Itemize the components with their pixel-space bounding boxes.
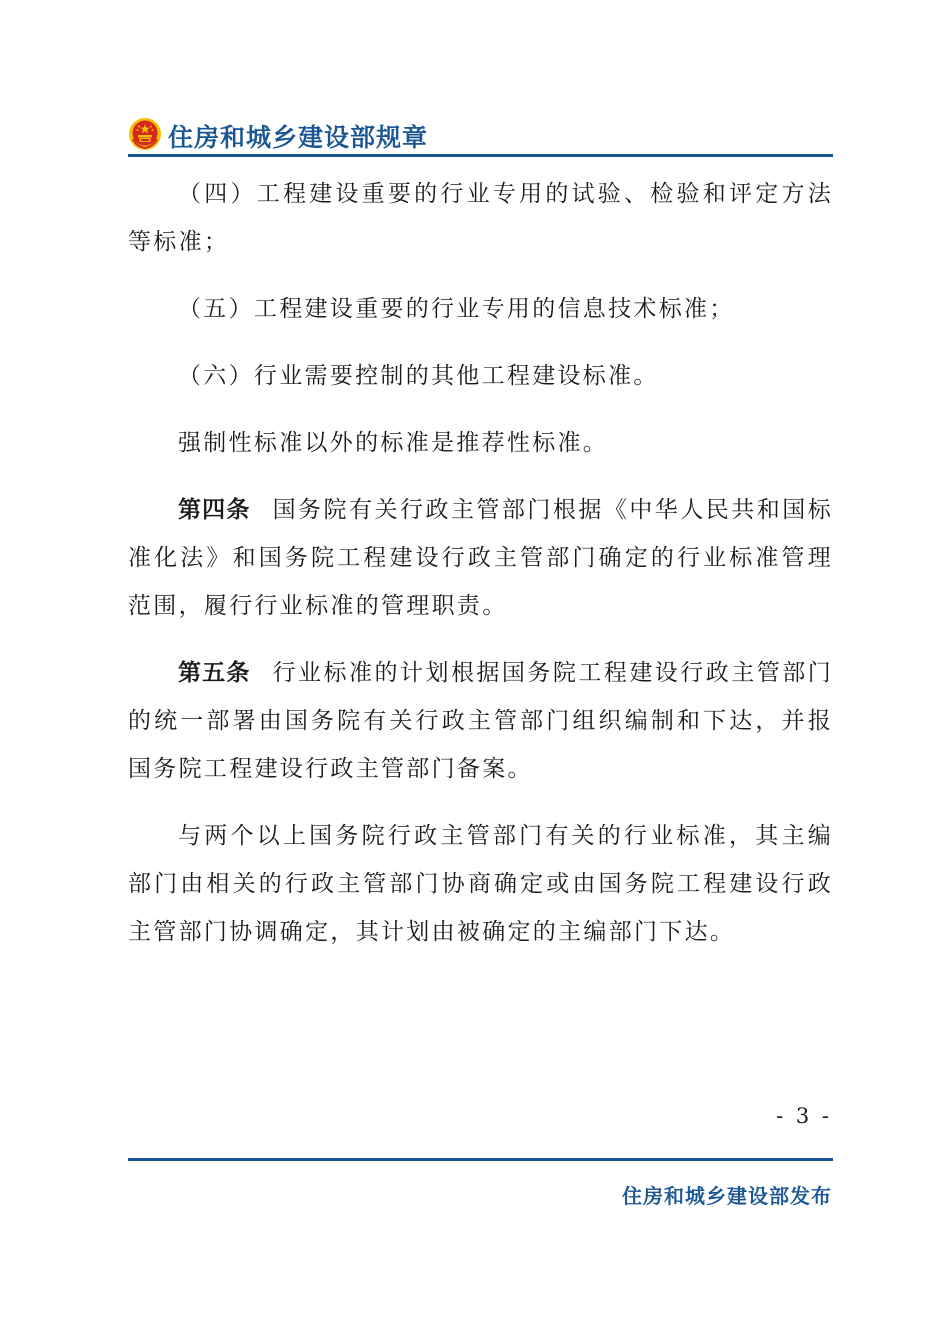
footer-publisher: 住房和城乡建设部发布 [622,1184,832,1208]
paragraph-item-4 [128,170,833,266]
paragraph-text: 强制性标准以外的标准是推荐性标准。 [178,430,609,456]
paragraph-item-5 [128,285,833,333]
paragraph-recommended-standards [128,419,833,467]
paragraph-text: （四）工程建设重要的行业专用的试验、检验和评定方法等标准； [128,181,833,255]
article-number: 第五条 [178,660,251,686]
document-body [128,170,833,975]
footer-divider [128,1158,833,1161]
paragraph-joint-standards [128,812,833,956]
header-divider [128,154,833,157]
article-4 [128,486,833,630]
article-5 [128,649,833,793]
article-text: 行业标准的计划根据国务院工程建设行政主管部门的统一部署由国务院有关行政主管部门组织编制和下达，并报国务院工程建设行政主管部门备案。 [128,660,834,782]
page-number: - 3 - [776,1104,832,1128]
article-text: 国务院有关行政主管部门根据《中华人民共和国标准化法》和国务院工程建设行政主管部门确定的行业标准管理范围，履行行业标准的管理职责。 [128,497,834,619]
header-title: 住房和城乡建设部规章 [168,123,429,152]
paragraph-text: （五）工程建设重要的行业专用的信息技术标准； [178,296,735,322]
page-header [128,114,833,154]
paragraph-item-6 [128,352,833,400]
article-number: 第四条 [178,497,251,523]
national-emblem-icon [128,117,162,151]
paragraph-text: 与两个以上国务院行政主管部门有关的行业标准，其主编部门由相关的行政主管部门协商确定或由国务院工程建设行政主管部门协调确定，其计划由被确定的主编部门下达。 [128,823,833,945]
paragraph-text: （六）行业需要控制的其他工程建设标准。 [178,363,659,389]
